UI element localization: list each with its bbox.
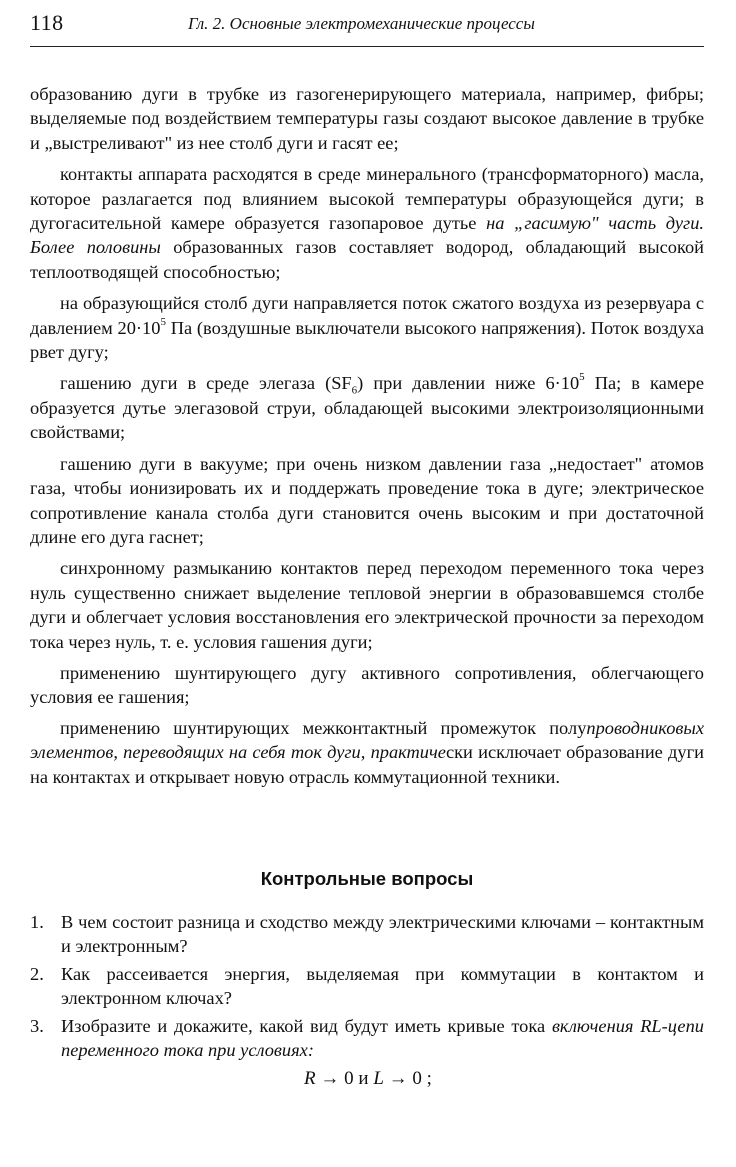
questions-list bbox=[30, 910, 704, 1065]
question-number: 3. bbox=[30, 1015, 44, 1036]
paragraph-5: гашению дуги в вакууме; при очень низком давлении газа „недостает" атомов газа, чтобы ионизировать их и поддержать проведение тока в дуге; электрическое сопротивление канала столба дуги становится очень высоким и при достаточной длине его дуга гаснет; bbox=[30, 453, 704, 547]
question-item bbox=[30, 1014, 704, 1063]
question-item bbox=[30, 962, 704, 1011]
question-text: В чем состоит разница и сходство между электрическими ключами – контактным и электронным? bbox=[61, 912, 704, 957]
running-head: Гл. 2. Основные электромеханические процессы bbox=[188, 14, 535, 33]
question-text: Изобразите и докажите, какой вид будут иметь кривые тока bbox=[61, 1015, 552, 1036]
paragraph-8: применению шунтирующих межконтактный промежуток полупроводниковых элементов, переводящих на себя ток дуги, практически исключает образование дуги на контактах и открывает новую отрасль коммутационной техники. bbox=[30, 717, 704, 787]
page-header bbox=[30, 8, 706, 42]
formula: R → 0 и L → 0 ; bbox=[304, 1068, 432, 1089]
question-item bbox=[30, 910, 704, 959]
paragraph-6: синхронному размыканию контактов перед переходом переменного тока через нуль существенно снижает выделение тепловой энергии в образовавшемся столбе дуги и облегчает условия восстановления его электрической прочности за переходом тока через нуль, т. е. условия гашения дуги; bbox=[30, 558, 704, 652]
question-number: 2. bbox=[30, 963, 44, 984]
paragraph-2: контакты аппарата расходятся в среде минерального (трансформаторного) масла, которое разлагается под влиянием высокой температуры образующейся дуги; в дугогасительной камере образуется газопаровое дутье на „гасимую" часть дуги. Более половины образованных газов составляет водород, обладающий высокой теплоотводящей способностью; bbox=[30, 164, 704, 282]
question-text-italic: включения RL-цепи переменного тока при условиях: bbox=[61, 1015, 704, 1061]
paragraph-7: применению шунтирующего дугу активного сопротивления, облегчающего условия ее гашения; bbox=[30, 662, 704, 708]
header-rule bbox=[30, 46, 704, 47]
paragraph-1: образованию дуги в трубке из газогенерирующего материала, например, фибры; выделяемые под воздействием температуры газы создают высокое давление в трубке и „выстреливают" из нее столб дуги и гасят ее; bbox=[30, 84, 704, 153]
body-text bbox=[30, 82, 704, 796]
paragraph-3: на образующийся столб дуги направляется поток сжатого воздуха из резервуара с давлением $20\cdot 10^5$ Па (воздушные выключатели высокого напряжения). Поток воздуха рвет дугу; bbox=[30, 293, 704, 363]
paragraph-4: гашению дуги в среде элегаза $(SF_6)$ при давлении ниже $6\cdot 10^5$ Па; в камере образуется дутье элегазовой струи, обладающей высокими электроизоляционными свойствами; bbox=[30, 371, 704, 443]
question-number: 1. bbox=[30, 912, 44, 932]
question-text: Как рассеивается энергия, выделяемая при коммутации в контактом и электронном ключах? bbox=[61, 963, 704, 1009]
section-title: Контрольные вопросы bbox=[260, 868, 474, 889]
page-number: 118 bbox=[30, 10, 64, 35]
